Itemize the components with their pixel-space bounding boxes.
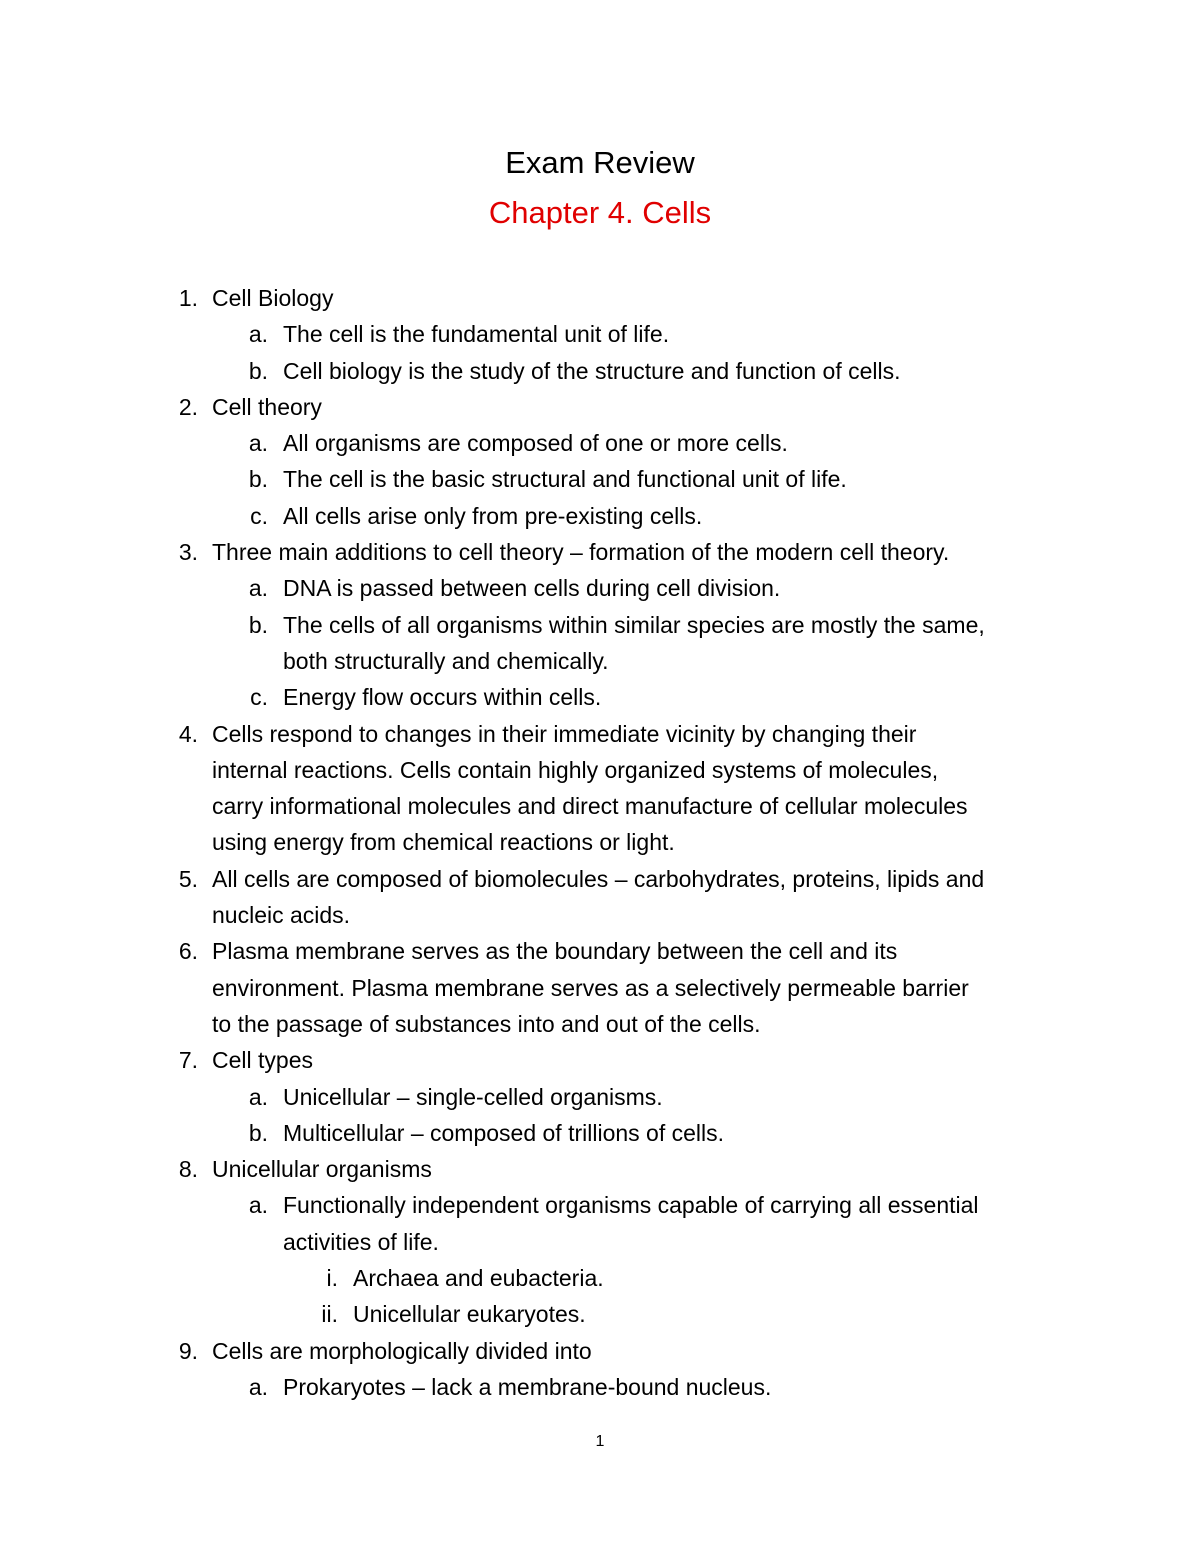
list-item [0, 498, 1200, 534]
list-item-line [0, 316, 1200, 352]
list-marker: a. [248, 321, 268, 348]
list-item [0, 280, 1200, 316]
list-item-text: The cells of all organisms within similar species are mostly the same, [283, 611, 985, 638]
list-item-text: Prokaryotes – lack a membrane-bound nucleus. [283, 1373, 772, 1400]
list-marker: a. [248, 1083, 268, 1110]
list-item-line [0, 1151, 1200, 1187]
list-marker: a. [248, 1373, 268, 1400]
list-item-line [0, 970, 1200, 1006]
list-item-line [0, 897, 1200, 933]
list-item-text: All cells arise only from pre-existing cells. [283, 502, 703, 529]
list-marker: c. [250, 502, 268, 529]
list-marker: i. [326, 1265, 338, 1292]
page-number: 1 [595, 1433, 605, 1450]
list-item [0, 534, 1200, 570]
list-marker: a. [248, 1192, 268, 1219]
list-marker: b. [248, 1119, 268, 1146]
list-item-text: The cell is the fundamental unit of life. [283, 321, 670, 348]
list-marker: a. [248, 430, 268, 457]
list-item-text: to the passage of substances into and out of the cells. [212, 1010, 761, 1037]
list-item-line [0, 752, 1200, 788]
list-item-text: both structurally and chemically. [283, 647, 609, 674]
list-item-line [0, 1369, 1200, 1405]
list-item [0, 607, 1200, 680]
list-item-text: using energy from chemical reactions or light. [212, 829, 675, 856]
list-item-line [0, 353, 1200, 389]
list-item-text: internal reactions. Cells contain highly organized systems of molecules, [212, 756, 939, 783]
list-item-text: Functionally independent organisms capable of carrying all essential [283, 1192, 979, 1219]
list-item-text: carry informational molecules and direct manufacture of cellular molecules [212, 793, 968, 820]
list-item [0, 1333, 1200, 1369]
list-item [0, 716, 1200, 861]
list-item-text: Multicellular – composed of trillions of cells. [283, 1119, 725, 1146]
list-item-line [0, 679, 1200, 715]
list-item-line [0, 425, 1200, 461]
list-item-text: Unicellular eukaryotes. [353, 1301, 586, 1328]
list-item-line [0, 498, 1200, 534]
list-item [0, 1296, 1200, 1332]
list-item-line [0, 389, 1200, 425]
list-item [0, 461, 1200, 497]
list-item-text: activities of life. [283, 1228, 439, 1255]
list-item [0, 425, 1200, 461]
list-item [0, 570, 1200, 606]
list-item-line [0, 1224, 1200, 1260]
list-marker: 8. [178, 1156, 198, 1183]
list-item-text: Unicellular organisms [212, 1156, 432, 1183]
list-marker: 5. [178, 865, 198, 892]
list-item-line [0, 933, 1200, 969]
list-item-text: DNA is passed between cells during cell division. [283, 575, 781, 602]
list-item [0, 933, 1200, 1042]
list-item-line [0, 570, 1200, 606]
list-item-text: Cell biology is the study of the structure and function of cells. [283, 357, 901, 384]
list-item-line [0, 1042, 1200, 1078]
list-item [0, 389, 1200, 425]
list-marker: 9. [178, 1337, 198, 1364]
list-item-line [0, 1079, 1200, 1115]
list-item-text: All organisms are composed of one or more cells. [283, 430, 788, 457]
list-marker: 3. [178, 539, 198, 566]
list-item-line [0, 824, 1200, 860]
list-item-line [0, 1260, 1200, 1296]
list-item [0, 1369, 1200, 1405]
list-item-line [0, 461, 1200, 497]
list-marker: ii. [321, 1301, 338, 1328]
list-item-line [0, 534, 1200, 570]
list-item-text: Archaea and eubacteria. [353, 1265, 604, 1292]
list-item-line [0, 1006, 1200, 1042]
list-item-text: Cells are morphologically divided into [212, 1337, 592, 1364]
list-item-text: nucleic acids. [212, 902, 351, 929]
list-item-text: Three main additions to cell theory – formation of the modern cell theory. [212, 539, 950, 566]
list-item-text: Cell types [212, 1047, 313, 1074]
list-item-text: The cell is the basic structural and functional unit of life. [283, 466, 847, 493]
list-item-line [0, 1296, 1200, 1332]
list-item [0, 679, 1200, 715]
list-marker: b. [248, 611, 268, 638]
list-item-text: Cells respond to changes in their immediate vicinity by changing their [212, 720, 917, 747]
list-item-text: Unicellular – single-celled organisms. [283, 1083, 663, 1110]
list-item [0, 1260, 1200, 1296]
list-item-line [0, 788, 1200, 824]
list-marker: 1. [178, 285, 198, 311]
list-marker: 4. [178, 720, 198, 747]
list-item [0, 316, 1200, 352]
chapter-title: Chapter 4. Cells [488, 195, 712, 230]
list-item-text: Plasma membrane serves as the boundary between the cell and its [212, 938, 898, 965]
list-marker: c. [250, 684, 268, 711]
document-title: Exam Review [505, 145, 695, 180]
list-item-text: All cells are composed of biomolecules – carbohydrates, proteins, lipids and [212, 865, 985, 892]
list-item-line [0, 716, 1200, 752]
list-item-line [0, 861, 1200, 897]
list-item-line [0, 607, 1200, 643]
list-item [0, 1187, 1200, 1260]
list-marker: 7. [178, 1047, 198, 1074]
list-item [0, 861, 1200, 934]
list-marker: b. [248, 357, 268, 384]
list-item-text: Cell Biology [212, 285, 334, 311]
list-item [0, 353, 1200, 389]
outline-list [0, 280, 1200, 1405]
list-marker: 2. [178, 393, 198, 420]
list-marker: b. [248, 466, 268, 493]
list-item-line [0, 280, 1200, 316]
list-item [0, 1079, 1200, 1115]
list-item-line [0, 643, 1200, 679]
list-marker: 6. [178, 938, 198, 965]
list-marker: a. [248, 575, 268, 602]
list-item-line [0, 1333, 1200, 1369]
list-item-line [0, 1115, 1200, 1151]
list-item [0, 1042, 1200, 1078]
list-item-text: environment. Plasma membrane serves as a selectively permeable barrier [212, 974, 969, 1001]
list-item [0, 1115, 1200, 1151]
list-item-text: Cell theory [212, 393, 322, 420]
list-item [0, 1151, 1200, 1187]
list-item-text: Energy flow occurs within cells. [283, 684, 602, 711]
list-item-line [0, 1187, 1200, 1223]
